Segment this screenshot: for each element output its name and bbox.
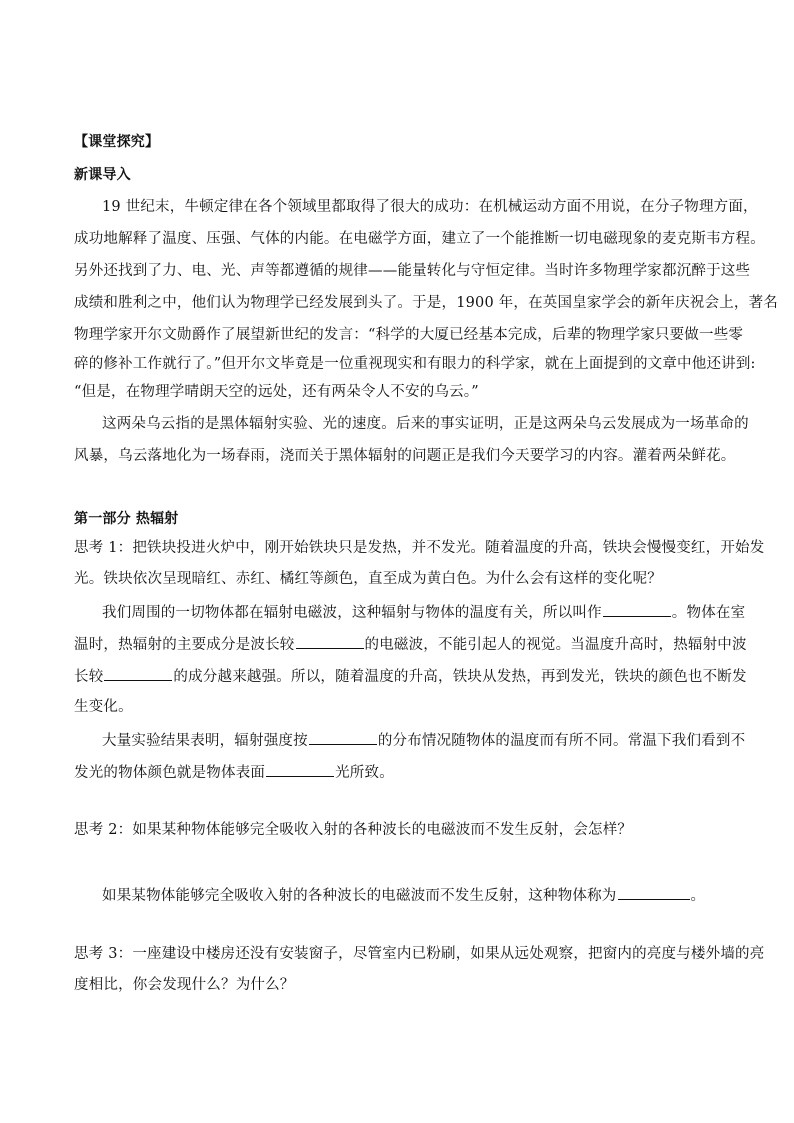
para-c-line: [102, 884, 762, 906]
para-b-text-1b: 的分布情况随物体的温度而有所不同。常温下我们看到不: [377, 733, 746, 749]
para-b-line-2: [74, 761, 734, 783]
para-a-line-3: [74, 665, 747, 687]
fill-blank-1[interactable]: [603, 601, 671, 617]
think1-line-1: 思考 1：把铁块投进火炉中，刚开始铁块只是发热，并不发光。随着温度的升高，铁块会慢慢变红，开始发: [74, 540, 765, 556]
para-c-text-b: 。: [690, 888, 706, 904]
para-b-text-1a: 大量实验结果表明，辐射强度按: [102, 733, 308, 749]
intro-line-4: 成绩和胜利之中，他们认为物理学已经发展到头了。于是，1900 年，在英国皇家学会的新年庆祝会上，著名: [74, 295, 779, 311]
para-a-line-4: 生变化。: [74, 699, 133, 715]
intro-line-7: “但是，在物理学晴朗天空的远处，还有两朵令人不安的乌云。”: [74, 384, 479, 400]
intro-line-2: 成功地解释了温度、压强、气体的内能。在电磁学方面，建立了一个能推断一切电磁现象的麦克斯韦方程。: [74, 231, 765, 247]
think3-line-1: 思考 3：一座建设中楼房还没有安装窗子，尽管室内已粉刷，如果从远处观察，把窗内的亮度与楼外墙的亮: [74, 946, 765, 962]
para-b-line-1: [102, 729, 762, 751]
intro-line-1: 19 世纪末，牛顿定律在各个领域里都取得了很大的成功：在机械运动方面不用说，在分子物理方面，: [102, 199, 758, 215]
para-c-text-a: 如果某物体能够完全吸收入射的各种波长的电磁波而不发生反射，这种物体称为: [102, 888, 617, 904]
para-a-text-3b: 的成分越来越强。所以，随着温度的升高，铁块从发热，再到发光，铁块的颜色也不断发: [173, 669, 747, 685]
intro-line-6: 碎的修补工作就行了。”但开尔文毕竟是一位重视现实和有眼力的科学家，就在上面提到的文章中他还讲到:: [74, 356, 756, 372]
fill-blank-4[interactable]: [309, 729, 377, 745]
para-a-line-2: [74, 633, 747, 655]
para-a-text-1b: 。物体在室: [671, 605, 746, 621]
para-a-text-1a: 我们周围的一切物体都在辐射电磁波，这种辐射与物体的温度有关，所以叫作: [102, 605, 602, 621]
think1-line-2: 光。铁块依次呈现暗红、赤红、橘红等颜色，直至成为黄白色。为什么会有这样的变化呢？: [74, 571, 662, 587]
fill-blank-3[interactable]: [104, 665, 172, 681]
think3-line-2: 度相比，你会发现什么？为什么？: [74, 977, 295, 993]
intro-line-5: 物理学家开尔文勋爵作了展望新世纪的发言：“科学的大厦已经基本完成，后辈的物理学家只要做一些零: [74, 327, 744, 343]
intro2-line-2: 风暴，乌云落地化为一场春雨，浇而关于黑体辐射的问题正是我们今天要学习的内容。灌着两朵鲜花。: [74, 448, 736, 464]
intro2-line-1: 这两朵乌云指的是黑体辐射实验、光的速度。后来的事实证明，正是这两朵乌云发展成为一场革命的: [102, 416, 749, 432]
fill-blank-2[interactable]: [296, 633, 364, 649]
section-header: 【课堂探究】: [74, 134, 160, 150]
fill-blank-5[interactable]: [266, 761, 334, 777]
intro-line-3: 另外还找到了力、电、光、声等都遵循的规律——能量转化与守恒定律。当时许多物理学家都沉醉于这些: [74, 263, 751, 279]
para-a-text-2b: 的电磁波，不能引起人的视觉。当温度升高时，热辐射中波: [364, 637, 747, 653]
para-a-line-1: [102, 601, 762, 623]
fill-blank-6[interactable]: [618, 884, 690, 900]
para-a-text-2a: 温时，热辐射的主要成分是波长较: [74, 637, 295, 653]
para-a-text-3a: 长较: [74, 669, 104, 685]
para-b-text-2b: 光所致。: [335, 765, 394, 781]
intro-heading: 新课导入: [74, 167, 131, 183]
part1-heading: 第一部分 热辐射: [74, 511, 179, 527]
think2-line: 思考 2：如果某种物体能够完全吸收入射的各种波长的电磁波而不发生反射，会怎样？: [74, 822, 633, 838]
para-b-text-2a: 发光的物体颜色就是物体表面: [74, 765, 266, 781]
